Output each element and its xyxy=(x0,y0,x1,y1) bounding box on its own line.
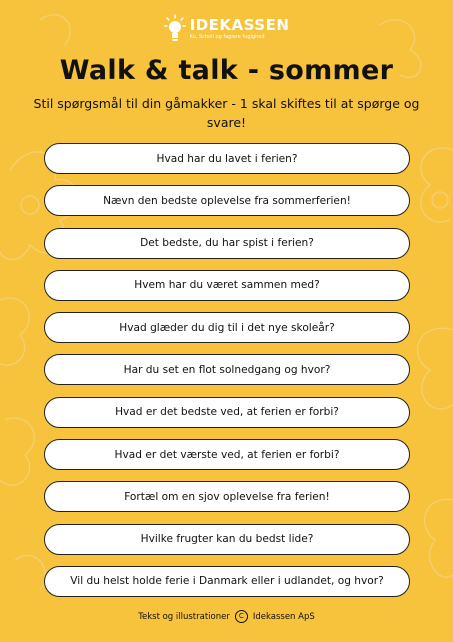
footer-credit xyxy=(0,610,453,623)
brand-logo xyxy=(0,10,453,48)
page-title: Walk & talk - sommer xyxy=(59,55,394,86)
question-list xyxy=(44,143,410,608)
brand-text xyxy=(190,18,290,40)
brand-name: IDEKASSEN xyxy=(189,16,290,34)
question-card: Fortæl om en sjov oplevelse fra ferien! xyxy=(44,481,410,512)
question-card: Hvad har du lavet i ferien? xyxy=(44,143,410,174)
footer-company: Idekassen ApS xyxy=(252,611,315,622)
footer-credit-label: Tekst og illustrationer xyxy=(138,611,230,622)
question-card: Hvem har du været sammen med? xyxy=(44,270,410,301)
question-card: Det bedste, du har spist i ferien? xyxy=(44,228,410,259)
instructions-text: Stil spørgsmål til din gåmakker - 1 skal skiftes til at spørge og svare! xyxy=(33,96,420,130)
question-card: Hvad er det bedste ved, at ferien er forbi? xyxy=(44,397,410,428)
lightbulb-icon xyxy=(164,14,186,44)
question-card: Hvilke frugter kan du bedst lide? xyxy=(44,524,410,555)
question-card: Vil du helst holde ferie i Danmark eller i udlandet, og hvor? xyxy=(44,566,410,597)
copyright-icon: C xyxy=(235,610,248,623)
question-card: Nævn den bedste oplevelse fra sommerferien! xyxy=(44,185,410,216)
brand-tagline: Ku, Scholl og faglere fugighed xyxy=(189,34,265,40)
question-card: Hvad glæder du dig til i det nye skoleår? xyxy=(44,312,410,343)
question-card: Har du set en flot solnedgang og hvor? xyxy=(44,354,410,385)
question-card: Hvad er det værste ved, at ferien er forbi? xyxy=(44,439,410,470)
